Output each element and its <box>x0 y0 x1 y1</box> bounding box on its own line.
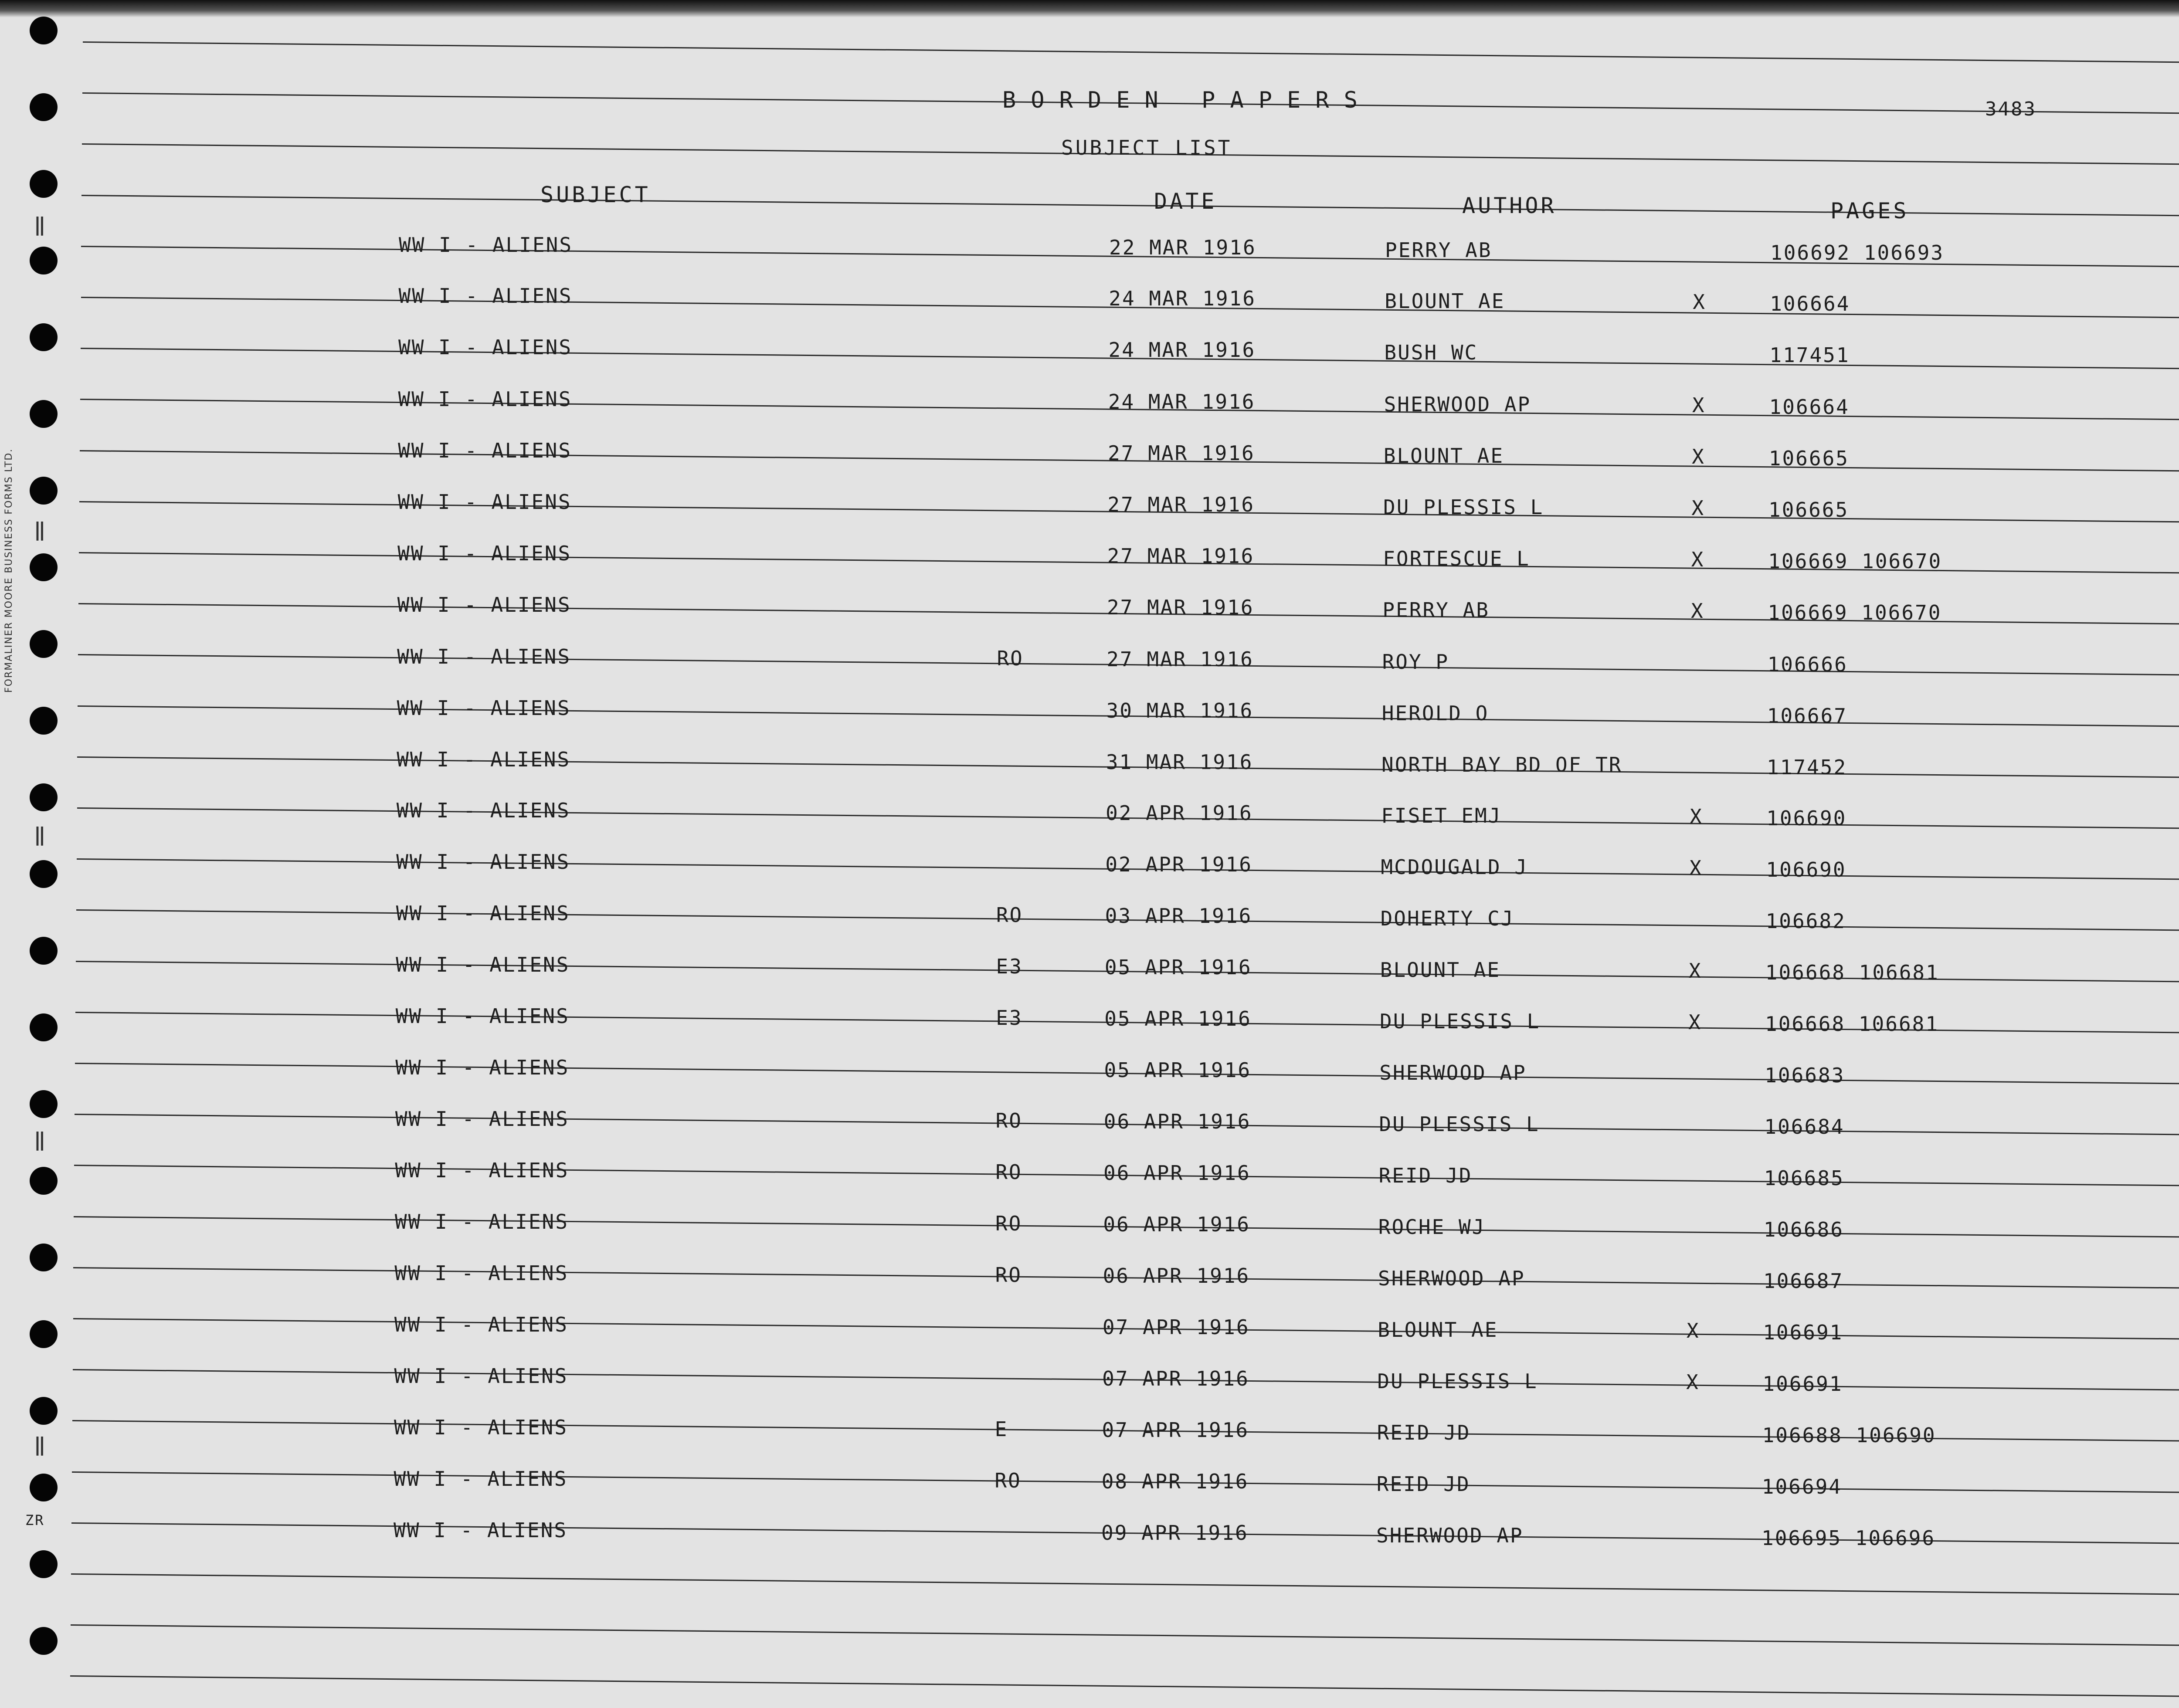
cell-pages: 106666 <box>1767 652 1848 676</box>
column-header-pages: PAGES <box>1830 198 1909 224</box>
cell-pages: 106664 <box>1769 395 1850 419</box>
cell-subject: WW I - ALIENS <box>395 1159 569 1183</box>
cell-author: BLOUNT AE <box>1380 958 1501 982</box>
cell-pages: 106684 <box>1764 1115 1845 1139</box>
cell-date: 31 MAR 1916 <box>1106 750 1253 774</box>
cell-date: 09 APR 1916 <box>1101 1521 1249 1545</box>
column-header-date: DATE <box>1154 189 1217 214</box>
cell-subject: WW I - ALIENS <box>397 542 572 566</box>
cell-pages: 106686 <box>1763 1218 1844 1242</box>
cell-subject: WW I - ALIENS <box>394 1364 568 1388</box>
cell-author: DU PLESSIS L <box>1380 1010 1541 1033</box>
cell-author: SHERWOOD AP <box>1379 1061 1527 1085</box>
cell-pages: 106694 <box>1762 1475 1842 1499</box>
cell-code: RO <box>995 1160 1022 1184</box>
cell-date: 02 APR 1916 <box>1105 853 1252 877</box>
tractor-hole <box>30 1397 58 1425</box>
corner-mark: ZR <box>25 1512 45 1528</box>
cell-date: 05 APR 1916 <box>1104 1007 1252 1030</box>
cell-author: REID JD <box>1378 1164 1473 1188</box>
cell-mark: X <box>1693 290 1706 314</box>
cell-date: 06 APR 1916 <box>1103 1110 1251 1134</box>
ruled-line <box>70 1675 2179 1697</box>
tractor-hole <box>30 323 58 351</box>
cell-author: FORTESCUE L <box>1383 547 1530 571</box>
cell-pages: 106668 106681 <box>1765 1012 1939 1036</box>
cell-subject: WW I - ALIENS <box>398 387 572 411</box>
cell-pages: 106692 106693 <box>1770 241 1945 264</box>
tractor-hole <box>30 1474 58 1501</box>
cell-date: 24 MAR 1916 <box>1108 338 1256 362</box>
cell-subject: WW I - ALIENS <box>397 696 571 720</box>
tractor-hole <box>30 1013 58 1041</box>
cell-subject: WW I - ALIENS <box>397 644 571 668</box>
cell-date: 02 APR 1916 <box>1106 801 1253 825</box>
cell-subject: WW I - ALIENS <box>394 1416 568 1440</box>
tractor-hole <box>30 400 58 428</box>
column-header-author: AUTHOR <box>1462 193 1557 218</box>
ruled-line <box>71 1624 2179 1646</box>
cell-subject: WW I - ALIENS <box>396 953 570 977</box>
cell-date: 06 APR 1916 <box>1103 1161 1251 1185</box>
cell-date: 05 APR 1916 <box>1104 956 1252 979</box>
cell-subject: WW I - ALIENS <box>395 1107 569 1131</box>
cell-mark: X <box>1686 1319 1700 1343</box>
cell-pages: 117452 <box>1767 755 1847 779</box>
cell-author: FISET EMJ <box>1381 804 1502 828</box>
cell-subject: WW I - ALIENS <box>398 439 572 463</box>
cell-subject: WW I - ALIENS <box>396 850 570 874</box>
cell-subject: WW I - ALIENS <box>395 1004 570 1028</box>
cell-author: ROY P <box>1382 650 1449 674</box>
cell-subject: WW I - ALIENS <box>394 1210 569 1234</box>
cell-date: 03 APR 1916 <box>1105 904 1252 928</box>
cell-pages: 106664 <box>1770 292 1850 316</box>
cell-pages: 106688 106690 <box>1762 1423 1936 1447</box>
cell-author: PERRY AB <box>1385 238 1492 262</box>
cell-pages: 106668 106681 <box>1765 961 1939 985</box>
cell-pages: 106665 <box>1768 498 1849 522</box>
cell-code: RO <box>995 1109 1022 1133</box>
cell-date: 06 APR 1916 <box>1103 1264 1250 1288</box>
cell-code: RO <box>996 903 1023 927</box>
cell-mark: X <box>1688 1010 1702 1034</box>
tractor-hole <box>30 1244 58 1271</box>
cell-date: 07 APR 1916 <box>1102 1315 1250 1339</box>
subject-list-heading: SUBJECT LIST <box>1061 136 1232 159</box>
cell-author: SHERWOOD AP <box>1378 1267 1525 1290</box>
cell-pages: 106695 106696 <box>1762 1526 1936 1550</box>
cell-date: 27 MAR 1916 <box>1108 441 1255 465</box>
cell-date: 27 MAR 1916 <box>1107 544 1255 568</box>
cell-author: HEROLD O <box>1381 701 1489 725</box>
cell-subject: WW I - ALIENS <box>397 747 571 771</box>
cell-date: 27 MAR 1916 <box>1107 493 1255 516</box>
cell-pages: 106667 <box>1767 704 1847 728</box>
cell-author: DU PLESSIS L <box>1379 1112 1540 1136</box>
cell-subject: WW I - ALIENS <box>399 233 573 257</box>
cell-author: DOHERTY CJ <box>1380 907 1514 931</box>
cell-pages: 106687 <box>1763 1269 1844 1293</box>
column-header-subject: SUBJECT <box>540 182 651 207</box>
tractor-hole <box>30 1167 58 1195</box>
tractor-hole <box>30 247 58 274</box>
cell-date: 22 MAR 1916 <box>1109 236 1256 259</box>
tractor-hole <box>30 477 58 505</box>
cell-pages: 106669 106670 <box>1768 549 1942 573</box>
cell-date: 06 APR 1916 <box>1103 1213 1250 1237</box>
cell-subject: WW I - ALIENS <box>398 335 573 359</box>
cell-mark: X <box>1686 1370 1700 1394</box>
cell-subject: WW I - ALIENS <box>396 799 570 823</box>
cell-pages: 106690 <box>1766 858 1846 882</box>
cell-date: 27 MAR 1916 <box>1106 596 1254 620</box>
cell-mark: X <box>1689 856 1703 880</box>
cell-subject: WW I - ALIENS <box>394 1518 568 1542</box>
cell-date: 24 MAR 1916 <box>1109 287 1256 311</box>
cell-date: 08 APR 1916 <box>1101 1470 1249 1494</box>
cell-pages: 106690 <box>1766 807 1847 830</box>
cell-pages: 106691 <box>1763 1321 1843 1345</box>
cell-author: REID JD <box>1376 1472 1470 1496</box>
tractor-hole <box>30 93 58 121</box>
tractor-hole <box>30 707 58 735</box>
cell-date: 05 APR 1916 <box>1104 1058 1252 1082</box>
cell-date: 07 APR 1916 <box>1102 1418 1249 1442</box>
perforation-mark: ‖ <box>34 824 46 846</box>
cell-mark: X <box>1691 548 1705 572</box>
cell-mark: X <box>1692 393 1706 417</box>
cell-subject: WW I - ALIENS <box>397 490 572 514</box>
cell-code: E3 <box>996 1006 1023 1030</box>
cell-author: DU PLESSIS L <box>1383 495 1544 519</box>
cell-subject: WW I - ALIENS <box>396 901 570 925</box>
tractor-hole <box>30 17 58 44</box>
cell-pages: 106682 <box>1765 909 1846 933</box>
cell-pages: 106669 106670 <box>1768 601 1942 625</box>
cell-subject: WW I - ALIENS <box>394 1313 568 1337</box>
cell-date: 30 MAR 1916 <box>1106 698 1254 722</box>
perforation-mark: ‖ <box>34 1128 46 1151</box>
tractor-hole <box>30 1627 58 1655</box>
cell-pages: 106685 <box>1764 1166 1844 1190</box>
tractor-hole <box>30 937 58 965</box>
cell-author: SHERWOOD AP <box>1384 393 1531 417</box>
document-title: BORDEN PAPERS <box>1002 87 1372 113</box>
cell-pages: 117451 <box>1769 343 1850 367</box>
cell-mark: X <box>1688 959 1702 983</box>
tractor-hole <box>30 1090 58 1118</box>
ruled-line <box>83 41 2179 63</box>
cell-subject: WW I - ALIENS <box>395 1056 570 1080</box>
cell-author: REID JD <box>1377 1421 1471 1445</box>
cell-subject: WW I - ALIENS <box>394 1467 568 1491</box>
cell-author: DU PLESSIS L <box>1377 1369 1538 1393</box>
cell-pages: 106665 <box>1768 447 1849 471</box>
tractor-hole <box>30 553 58 581</box>
tractor-hole <box>30 783 58 811</box>
perforation-mark: ‖ <box>34 214 46 236</box>
cell-author: BLOUNT AE <box>1378 1318 1498 1342</box>
cell-author: PERRY AB <box>1382 598 1490 622</box>
tractor-hole <box>30 860 58 888</box>
cell-code: RO <box>994 1469 1022 1493</box>
cell-subject: WW I - ALIENS <box>398 284 573 308</box>
cell-mark: X <box>1690 599 1704 623</box>
cell-mark: X <box>1692 445 1705 469</box>
cell-mark: X <box>1691 496 1705 520</box>
cell-date: 24 MAR 1916 <box>1108 390 1256 414</box>
cell-mark: X <box>1690 805 1703 829</box>
cell-author: MCDOUGALD J <box>1381 855 1528 879</box>
tractor-hole <box>30 1320 58 1348</box>
cell-code: RO <box>997 646 1024 670</box>
tractor-hole <box>30 1550 58 1578</box>
perforation-mark: ‖ <box>34 518 46 541</box>
perforation-mark: ‖ <box>34 1434 46 1456</box>
cell-author: SHERWOOD AP <box>1376 1524 1524 1547</box>
cell-author: BUSH WC <box>1384 340 1478 364</box>
cell-subject: WW I - ALIENS <box>397 593 571 617</box>
cell-author: BLOUNT AE <box>1383 444 1504 468</box>
cell-author: ROCHE WJ <box>1378 1215 1486 1239</box>
cell-date: 27 MAR 1916 <box>1106 647 1254 671</box>
cell-author: BLOUNT AE <box>1385 289 1505 313</box>
form-label: FORMALINER MOORE BUSINESS FORMS LTD. <box>3 448 14 693</box>
cell-date: 07 APR 1916 <box>1102 1367 1249 1391</box>
cell-pages: 106691 <box>1762 1372 1843 1396</box>
tractor-hole <box>30 630 58 658</box>
scan-edge-top <box>0 0 2179 17</box>
page-number: 3483 <box>1985 98 2036 120</box>
cell-code: E3 <box>996 955 1023 979</box>
cell-code: E <box>994 1417 1008 1441</box>
cell-code: RO <box>995 1212 1022 1236</box>
ruled-line <box>71 1573 2179 1595</box>
cell-subject: WW I - ALIENS <box>394 1261 569 1285</box>
tractor-hole <box>30 170 58 198</box>
cell-pages: 106683 <box>1765 1064 1845 1088</box>
cell-code: RO <box>995 1263 1022 1287</box>
cell-author: NORTH BAY BD OF TR <box>1381 752 1622 776</box>
